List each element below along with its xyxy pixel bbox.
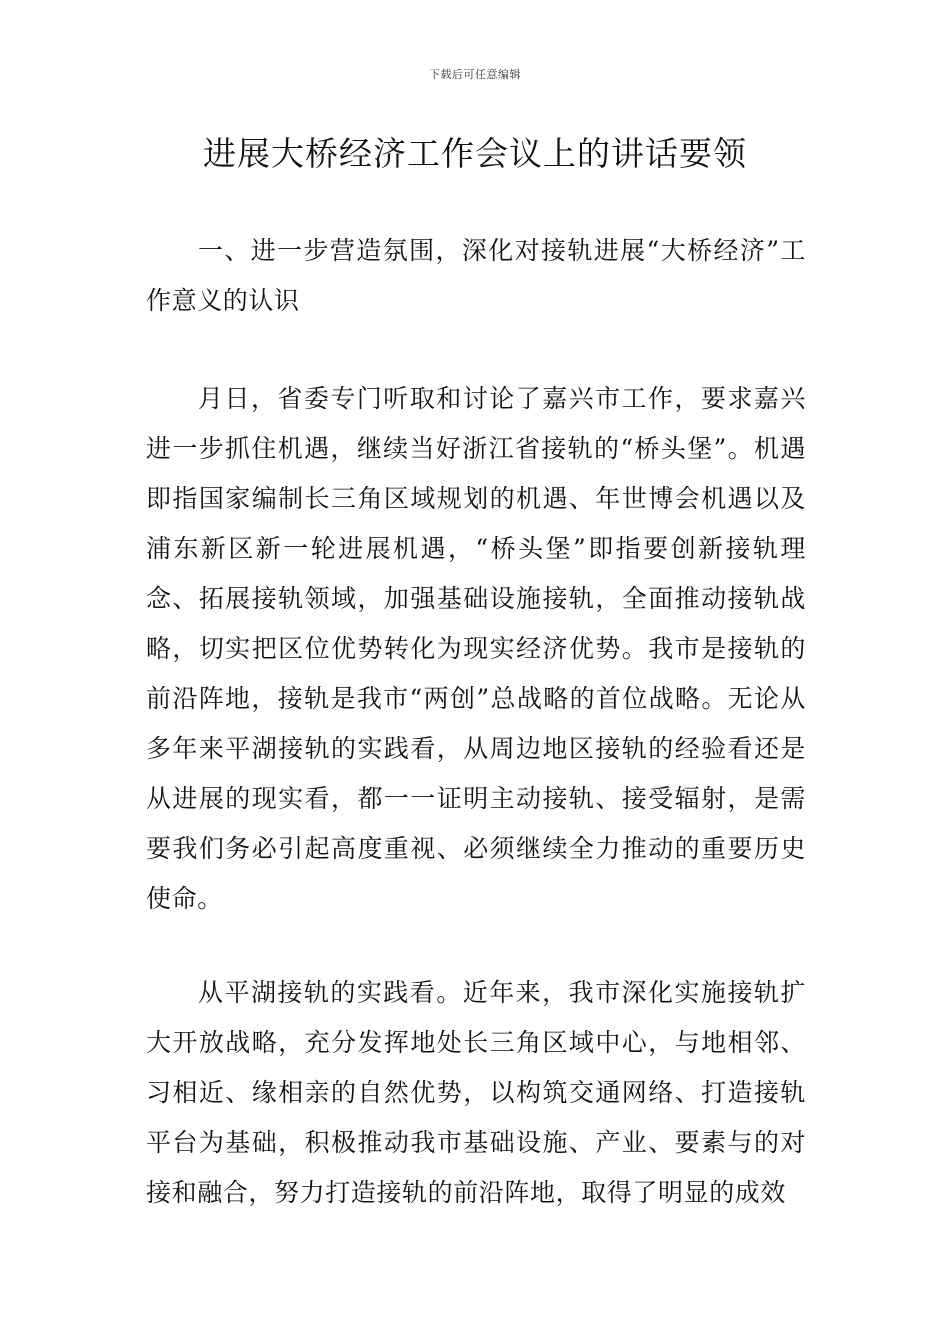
body-paragraph: 从平湖接轨的实践看。近年来，我市深化实施接轨扩大开放战略，充分发挥地处长三角区域中心，与地相邻、习相近、缘相亲的自然优势，以构筑交通网络、打造接轨平台为基础，积极推动我市基础设施、产业、要素与的对接和融合，努力打造接轨的前沿阵地，取得了明显的成效 <box>146 978 806 1207</box>
document-title: 进展大桥经济工作会议上的讲话要领 <box>203 134 747 173</box>
section-heading: 一、进一步营造氛围，深化对接轨进展“大桥经济”工作意义的认识 <box>146 236 806 315</box>
header-note: 下载后可任意编辑 <box>429 68 521 81</box>
body-paragraph: 月日，省委专门听取和讨论了嘉兴市工作，要求嘉兴进一步抓住机遇，继续当好浙江省接轨的“桥头堡”。机遇即指国家编制长三角区域规划的机遇、年世博会机遇以及浦东新区新一轮进展机遇，“桥头堡”即指要创新接轨理念、拓展接轨领域，加强基础设施接轨，全面推动接轨战略，切实把区位优势转化为现实经济优势。我市是接轨的前沿阵地，接轨是我市“两创”总战略的首位战略。无论从多年来平湖接轨的实践看，从周边地区接轨的经验看还是从进展的现实看，都一一证明主动接轨、接受辐射，是需要我们务必引起高度重视、必须继续全力推动的重要历史使命。 <box>146 384 806 913</box>
